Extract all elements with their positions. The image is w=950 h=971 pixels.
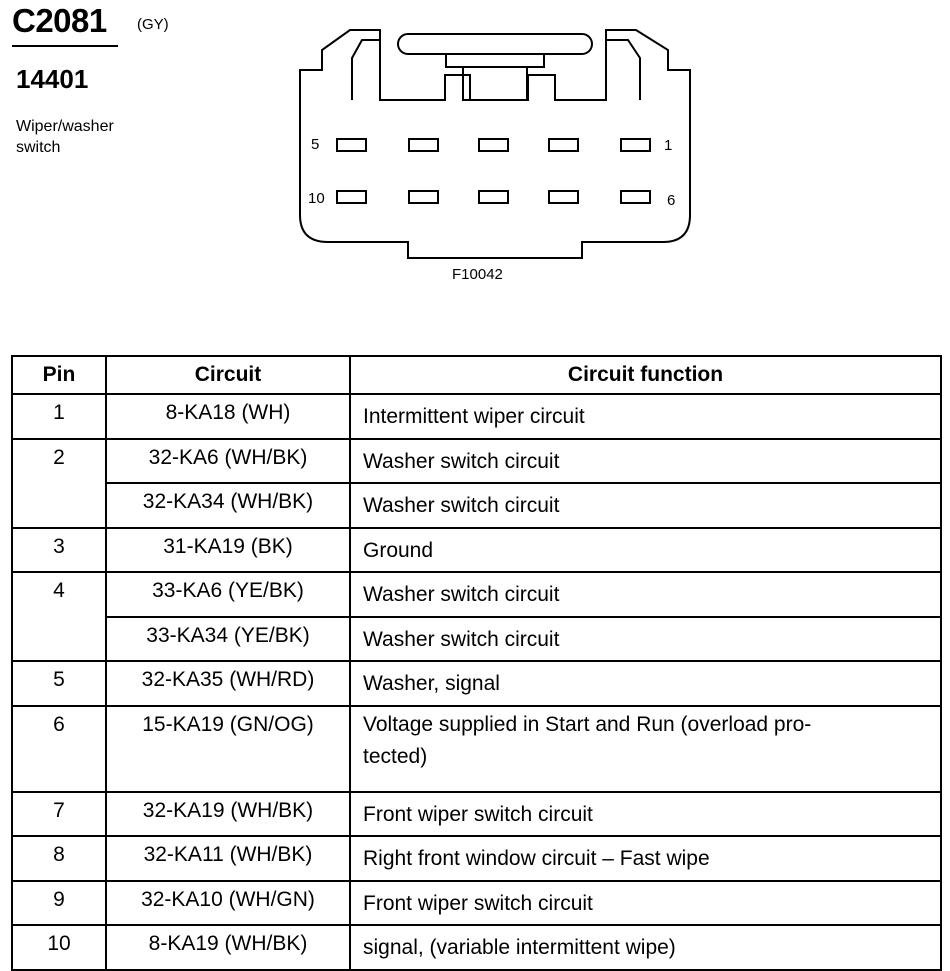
figure-code: F10042 [452, 266, 503, 283]
connector-description: Wiper/washer switch [16, 118, 114, 156]
function-cell: Washer switch circuit [350, 439, 941, 484]
center-tab-stem [463, 67, 527, 100]
table-row [12, 572, 941, 617]
circuit-cell: 8-KA19 (WH/BK) [106, 925, 350, 970]
pin-cell: 5 [12, 661, 106, 706]
table-row [12, 439, 941, 484]
left-latch [352, 40, 380, 100]
circuit-cell: 31-KA19 (BK) [106, 528, 350, 573]
cavity-5 [337, 139, 366, 151]
cavity-7 [549, 191, 578, 203]
connector-face-diagram [0, 0, 950, 300]
pin-label-top-right: 1 [664, 137, 673, 154]
pin-cell: 4 [12, 572, 106, 617]
function-cell: Washer switch circuit [350, 617, 941, 662]
circuit-cell: 8-KA18 (WH) [106, 394, 350, 439]
right-latch [606, 40, 640, 100]
pin-cell: 6 [12, 706, 106, 792]
circuit-cell: 33-KA6 (YE/BK) [106, 572, 350, 617]
pin-cell: 8 [12, 836, 106, 881]
table-header-row [12, 356, 941, 394]
table-row [12, 706, 941, 792]
pin-label-bottom-right: 6 [667, 192, 676, 209]
function-cell: Front wiper switch circuit [350, 881, 941, 926]
function-cell: Right front window circuit – Fast wipe [350, 836, 941, 881]
circuit-cell: 32-KA19 (WH/BK) [106, 792, 350, 837]
header-pin: Pin [12, 356, 106, 394]
table-row [12, 792, 941, 837]
table-row [12, 881, 941, 926]
center-tab [446, 54, 544, 67]
pin-cell: 10 [12, 925, 106, 970]
circuit-cell: 33-KA34 (YE/BK) [106, 617, 350, 662]
pin-cell: 1 [12, 394, 106, 439]
function-cell: Voltage supplied in Start and Run (overload pro- tected) [350, 706, 941, 792]
pin-cell: 3 [12, 528, 106, 573]
circuit-cell: 32-KA6 (WH/BK) [106, 439, 350, 484]
cavity-4 [409, 139, 438, 151]
header-circuit: Circuit [106, 356, 350, 394]
function-cell: Washer, signal [350, 661, 941, 706]
table-row [12, 528, 941, 573]
pin-cell [12, 483, 106, 528]
header-function: Circuit function [350, 356, 941, 394]
function-cell: Washer switch circuit [350, 572, 941, 617]
pin-label-bottom-left: 10 [308, 190, 325, 207]
function-cell: signal, (variable intermittent wipe) [350, 925, 941, 970]
pin-cell: 9 [12, 881, 106, 926]
pin-cell: 7 [12, 792, 106, 837]
table-row [12, 661, 941, 706]
circuit-cell: 15-KA19 (GN/OG) [106, 706, 350, 792]
function-cell: Intermittent wiper circuit [350, 394, 941, 439]
cavity-2 [549, 139, 578, 151]
function-cell: Ground [350, 528, 941, 573]
connector-body-outline [300, 30, 690, 258]
cavity-3 [479, 139, 508, 151]
circuit-cell: 32-KA11 (WH/BK) [106, 836, 350, 881]
table-row [12, 836, 941, 881]
cavity-10 [337, 191, 366, 203]
circuit-cell: 32-KA10 (WH/GN) [106, 881, 350, 926]
function-cell: Washer switch circuit [350, 483, 941, 528]
pin-label-top-left: 5 [311, 136, 320, 153]
pinout-table [11, 355, 942, 971]
part-number: 14401 [16, 64, 89, 94]
table-row [12, 925, 941, 970]
table-row [12, 483, 941, 528]
pin-cell: 2 [12, 439, 106, 484]
table-row [12, 394, 941, 439]
table-row [12, 617, 941, 662]
circuit-cell: 32-KA34 (WH/BK) [106, 483, 350, 528]
connector-id: C2081 [12, 2, 107, 39]
connector-color: (GY) [137, 16, 169, 33]
cavity-8 [479, 191, 508, 203]
locking-bar [398, 34, 592, 54]
circuit-cell: 32-KA35 (WH/RD) [106, 661, 350, 706]
function-cell: Front wiper switch circuit [350, 792, 941, 837]
cavity-1 [621, 139, 650, 151]
cavity-9 [409, 191, 438, 203]
pin-cell [12, 617, 106, 662]
cavity-6 [621, 191, 650, 203]
